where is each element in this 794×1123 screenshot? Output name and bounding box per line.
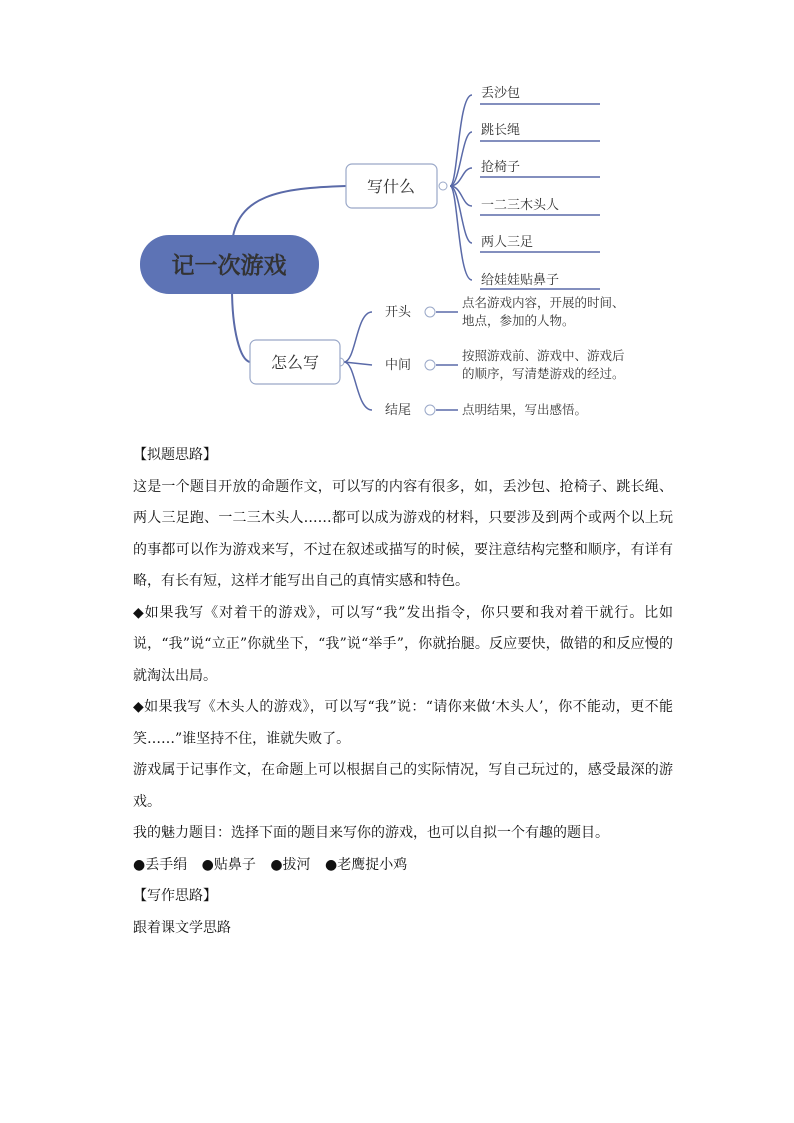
what-item: 丢沙包	[481, 86, 521, 101]
how-part-label: 结尾	[385, 403, 412, 418]
what-item: 给娃娃贴鼻子	[481, 273, 560, 288]
title-option: ●贴鼻子	[201, 856, 256, 873]
branch-what-label: 写什么	[366, 177, 416, 196]
article-body	[133, 440, 673, 944]
how-part-text: 点名游戏内容，开展的时间、	[462, 295, 625, 310]
branch-how-label: 怎么写	[270, 353, 320, 372]
central-node-label: 记一次游戏	[171, 253, 287, 279]
title-option: ●拔河	[270, 856, 311, 873]
how-part-text: 的顺序，写清楚游戏的经过。	[462, 366, 625, 381]
paragraph: 这是一个题目开放的命题作文，可以写的内容有很多，如，丢沙包、抢椅子、跳长绳、两人三足跑、一二三木头人……都可以成为游戏的材料，只要涉及到两个或两个以上玩的事都可以作为游戏来写，不过在叙述或描写的时候，要注意结构完整和顺序，有详有略，有长有短，这样才能写出自己的真情实感和特色。	[133, 478, 673, 589]
title-options	[133, 850, 673, 882]
paragraph: 游戏属于记事作文，在命题上可以根据自己的实际情况，写自己玩过的，感受最深的游戏。	[133, 762, 673, 810]
paragraph: ◆如果我写《对着干的游戏》，可以写“我”发出指令，你只要和我对着干就行。比如说，“我”说“立正”你就坐下，“我”说“举手”，你就抬腿。反应要快，做错的和反应慢的就淘汰出局。	[133, 604, 673, 684]
what-item: 跳长绳	[481, 123, 521, 138]
paragraph: 我的魅力题目：选择下面的题目来写你的游戏，也可以自拟一个有趣的题目。	[133, 825, 609, 841]
section-heading: 【写作思路】	[133, 888, 217, 904]
what-item: 一二三木头人	[481, 198, 560, 213]
how-part-text: 点明结果，写出感悟。	[462, 402, 588, 417]
paragraph: 跟着课文学思路	[133, 919, 231, 936]
how-part-text: 地点，参加的人物。	[462, 313, 575, 328]
paragraph: ◆如果我写《木头人的游戏》，可以写“我”说：“请你来做‘木头人’，你不能动，更不能笑……”谁坚持不住，谁就失败了。	[133, 699, 673, 747]
title-option: ●老鹰捉小鸡	[325, 856, 408, 873]
how-part-label: 开头	[385, 305, 412, 320]
what-item: 两人三足	[481, 235, 534, 250]
mind-map	[0, 0, 794, 430]
how-part-label: 中间	[385, 358, 412, 373]
title-option: ●丢手绢	[133, 856, 188, 873]
section-heading: 【拟题思路】	[133, 447, 217, 463]
what-item: 抢椅子	[481, 160, 521, 175]
how-part-text: 按照游戏前、游戏中、游戏后	[462, 348, 625, 363]
